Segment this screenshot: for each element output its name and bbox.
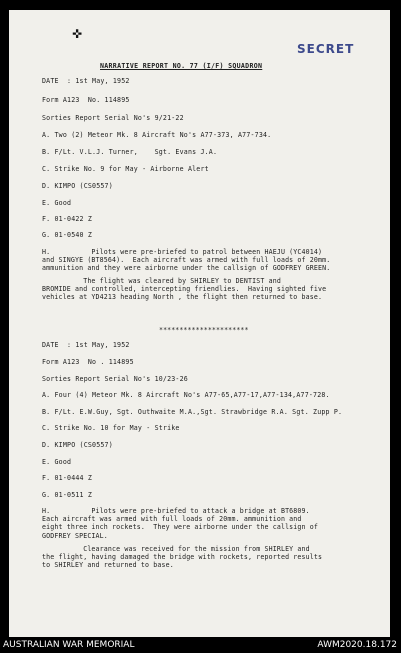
report2-item-c: C. Strike No. 10 for May - Strike [42, 424, 180, 432]
secret-stamp: SECRET [297, 42, 355, 56]
report1-item-d: D. KIMPO (CS0557) [42, 182, 113, 190]
footer-reference: AWM2020.18.172 [317, 640, 397, 650]
report2-date: DATE : 1st May, 1952 [42, 341, 130, 349]
report1-item-e: E. Good [42, 199, 72, 207]
report2-item-h: H. Pilots were pre-briefed to attack a bridge at BT6809. Each aircraft was armed with full loads of 20mm. ammunition and eight three inch rockets. They were airborne under the callsign of GODFREY SPECIAL. [42, 507, 319, 540]
report2-sorties: Sorties Report Serial No's 10/23-26 [42, 375, 188, 383]
report1-item-a: A. Two (2) Meteor Mk. 8 Aircraft No's A77-373, A77-734. [42, 131, 272, 139]
report2-item-b: B. F/Lt. E.W.Guy, Sgt. Outhwaite M.A.,Sgt. Strawbridge R.A. Sgt. Zupp P. [42, 408, 343, 416]
section-separator: ********************** [159, 326, 249, 334]
report1-item-h: H. Pilots were pre-briefed to patrol between HAEJU (YC4014) and SINGYE (BT8564). Each aircraft was armed with full loads of 20mm. ammunition and they were airborne under the callsign of GODFREY GREEN. [42, 248, 331, 273]
handwritten-mark: ✜ [72, 27, 83, 41]
footer-source: AUSTRALIAN WAR MEMORIAL [3, 640, 135, 650]
report1-item-h-continued: The flight was cleared by SHIRLEY to DENTIST and BROMIDE and controlled, intercepting friendlies. Having sighted five vehicles at YD4213 heading North , the flight then returned to base. [42, 277, 327, 302]
report1-form: Form A123 No. 114895 [42, 96, 130, 104]
document-page [9, 10, 390, 637]
report1-item-c: C. Strike No. 9 for May - Airborne Alert [42, 165, 209, 173]
report1-item-g: G. 01-0540 Z [42, 231, 93, 239]
report2-item-f: F. 01-0444 Z [42, 474, 93, 482]
footer-bar [0, 639, 401, 653]
report2-form: Form A123 No . 114895 [42, 358, 134, 366]
report2-item-d: D. KIMPO (CS0557) [42, 441, 113, 449]
report1-item-f: F. 01-0422 Z [42, 215, 93, 223]
report2-item-g: G. 01-0511 Z [42, 491, 93, 499]
report1-date: DATE : 1st May, 1952 [42, 77, 130, 85]
report1-sorties: Sorties Report Serial No's 9/21-22 [42, 114, 184, 122]
report2-item-a: A. Four (4) Meteor Mk. 8 Aircraft No's A77-65,A77-17,A77-134,A77-728. [42, 391, 330, 399]
report-heading: NARRATIVE REPORT NO. 77 (I/F) SQUADRON [100, 62, 263, 70]
report2-item-h-continued: Clearance was received for the mission from SHIRLEY and the flight, having damaged the bridge with rockets, reported results to SHIRLEY and returned to base. [42, 545, 323, 570]
report2-item-e: E. Good [42, 458, 72, 466]
report1-item-b: B. F/Lt. V.L.J. Turner, Sgt. Evans J.A. [42, 148, 218, 156]
